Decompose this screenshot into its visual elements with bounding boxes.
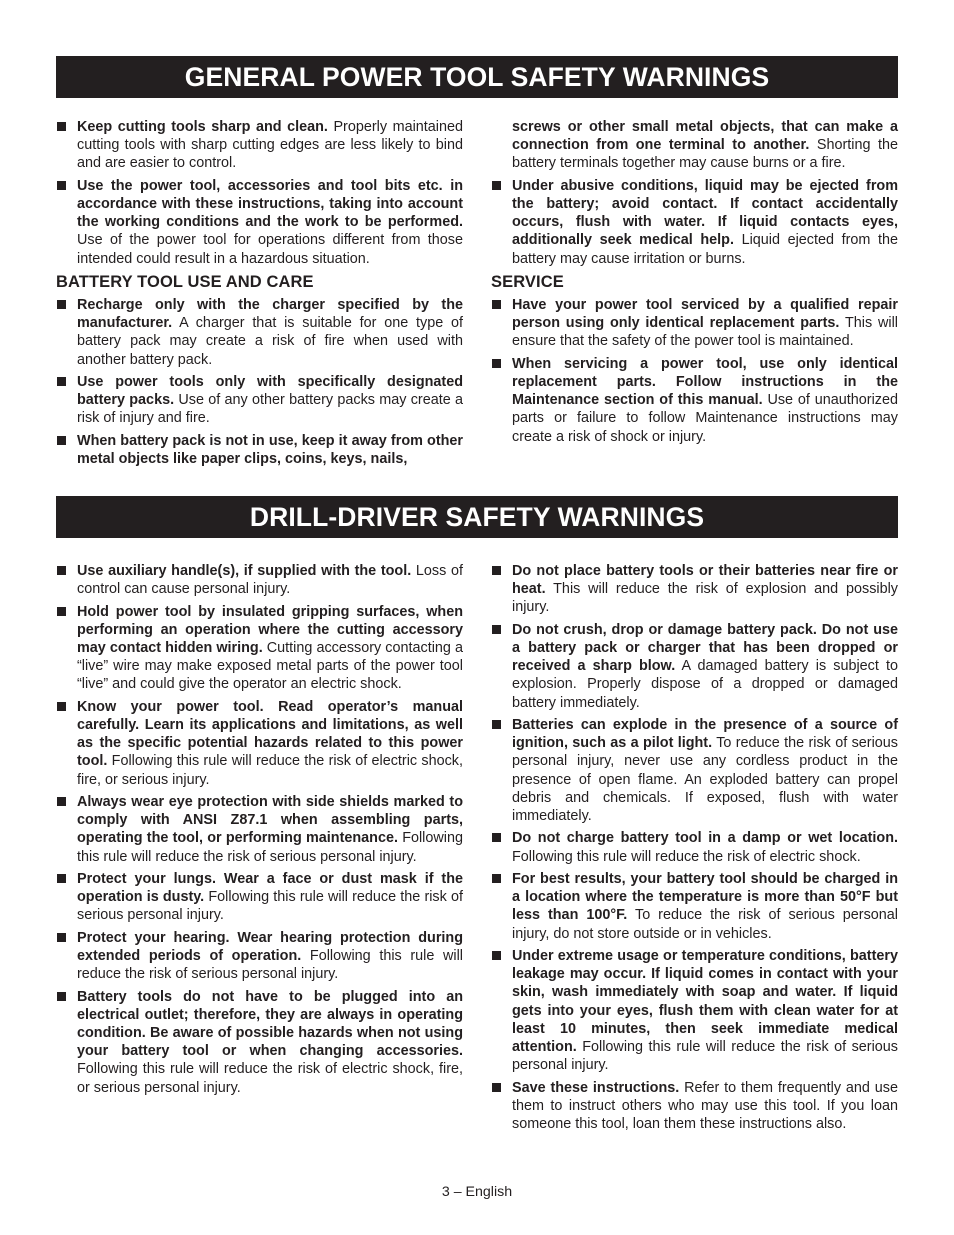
list-item: Use power tools only with specifically designated battery packs. Use of any other battery packs may create a risk of injury and fire. xyxy=(56,373,463,428)
list-item: Battery tools do not have to be plugged into an electrical outlet; therefore, they are always in operating condition. Be aware of possible hazards when not using your battery tool or when changing accessories. Following this rule will reduce the risk of electric shock, fire, or serious personal injury. xyxy=(56,988,463,1097)
square-bullet-icon xyxy=(57,122,66,131)
square-bullet-icon xyxy=(57,181,66,190)
square-bullet-icon xyxy=(492,833,501,842)
section-title-drill-driver-safety: DRILL-DRIVER SAFETY WARNINGS xyxy=(56,496,898,538)
square-bullet-icon xyxy=(492,181,501,190)
square-bullet-icon xyxy=(492,1083,501,1092)
square-bullet-icon xyxy=(57,300,66,309)
battery-tool-list xyxy=(56,296,463,468)
square-bullet-icon xyxy=(57,566,66,575)
list-item: Do not charge battery tool in a damp or wet location. Following this rule will reduce the risk of electric shock. xyxy=(491,829,898,865)
square-bullet-icon xyxy=(57,933,66,942)
list-item: When servicing a power tool, use only identical replacement parts. Follow instructions in the Maintenance section of this manual. Use of unauthorized parts or failure to follow Maintenance instructions may create a risk of shock or injury. xyxy=(491,355,898,446)
list-item: Save these instructions. Refer to them frequently and use them to instruct others who may use this tool. If you loan someone this tool, loan them these instructions also. xyxy=(491,1079,898,1134)
square-bullet-icon xyxy=(492,951,501,960)
square-bullet-icon xyxy=(492,625,501,634)
continued-list xyxy=(491,118,898,268)
square-bullet-icon xyxy=(57,702,66,711)
list-item: When battery pack is not in use, keep it away from other metal objects like paper clips, coins, keys, nails, xyxy=(56,432,463,468)
list-item: Always wear eye protection with side shields marked to comply with ANSI Z87.1 when assembling parts, operating the tool, or performing maintenance. Following this rule will reduce the risk of serious personal injury. xyxy=(56,793,463,866)
list-item: Do not crush, drop or damage battery pack. Do not use a battery pack or charger that has been dropped or received a sharp blow. A damaged battery is subject to explosion. Properly dispose of a dropped or damaged battery immediately. xyxy=(491,621,898,712)
list-item: Protect your lungs. Wear a face or dust mask if the operation is dusty. Following this rule will reduce the risk of serious personal injury. xyxy=(56,870,463,925)
square-bullet-icon xyxy=(57,992,66,1001)
general-safety-right-column xyxy=(491,118,898,450)
drill-driver-left-column xyxy=(56,562,463,1101)
list-item: For best results, your battery tool should be charged in a location where the temperature is more than 50°F but less than 100°F. To reduce the risk of serious personal injury, do not store outside or in vehicles. xyxy=(491,870,898,943)
list-item: Use the power tool, accessories and tool bits etc. in accordance with these instructions, taking into account the working conditions and the work to be performed. Use of the power tool for operations different from those intended could result in a hazardous situation. xyxy=(56,177,463,268)
square-bullet-icon xyxy=(492,359,501,368)
drill-driver-right-column xyxy=(491,562,898,1137)
drill-driver-list-right xyxy=(491,562,898,1133)
square-bullet-icon xyxy=(57,436,66,445)
section-title-general-safety: GENERAL POWER TOOL SAFETY WARNINGS xyxy=(56,56,898,98)
square-bullet-icon xyxy=(492,720,501,729)
general-safety-list xyxy=(56,118,463,268)
list-item: Do not place battery tools or their batteries near fire or heat. This will reduce the risk of explosion and possibly injury. xyxy=(491,562,898,617)
list-item: Protect your hearing. Wear hearing protection during extended periods of operation. Following this rule will reduce the risk of serious personal injury. xyxy=(56,929,463,984)
square-bullet-icon xyxy=(57,797,66,806)
square-bullet-icon xyxy=(57,874,66,883)
square-bullet-icon xyxy=(492,300,501,309)
list-item: Under abusive conditions, liquid may be ejected from the battery; avoid contact. If contact accidentally occurs, flush with water. If liquid contacts eyes, additionally seek medical help. Liquid ejected from the battery may cause irritation or burns. xyxy=(491,177,898,268)
list-item: Keep cutting tools sharp and clean. Properly maintained cutting tools with sharp cutting edges are less likely to bind and are easier to control. xyxy=(56,118,463,173)
page-number: 3 – English xyxy=(441,1184,513,1200)
drill-driver-list-left xyxy=(56,562,463,1097)
list-item: Know your power tool. Read operator’s manual carefully. Learn its applications and limitations, as well as the specific potential hazards related to this power tool. Following this rule will reduce the risk of electric shock, fire, or serious injury. xyxy=(56,698,463,789)
subheading-battery-tool-use: BATTERY TOOL USE AND CARE xyxy=(56,273,314,291)
square-bullet-icon xyxy=(492,874,501,883)
list-item: Under extreme usage or temperature conditions, battery leakage may occur. If liquid comes in contact with your skin, wash immediately with soap and water. If liquid gets into your eyes, flush them with clean water for at least 10 minutes, then seek immediate medical attention. Following this rule will reduce the risk of serious personal injury. xyxy=(491,947,898,1074)
list-item: Use auxiliary handle(s), if supplied with the tool. Loss of control can cause personal injury. xyxy=(56,562,463,598)
list-item: Batteries can explode in the presence of a source of ignition, such as a pilot light. To reduce the risk of serious personal injury, never use any cordless product in the presence of open flame. An exploded battery can propel debris and chemicals. If exposed, flush with water immediately. xyxy=(491,716,898,825)
subheading-service: SERVICE xyxy=(491,273,564,291)
list-item-continuation: screws or other small metal objects, that can make a connection from one terminal to another. Shorting the battery terminals together may cause burns or a fire. xyxy=(512,119,898,172)
general-safety-left-column xyxy=(56,118,463,472)
list-item: Hold power tool by insulated gripping surfaces, when performing an operation where the cutting accessory may contact hidden wiring. Cutting accessory contacting a “live” wire may make exposed metal parts of the power tool “live” and could give the operator an electric shock. xyxy=(56,603,463,694)
list-item: Recharge only with the charger specified by the manufacturer. A charger that is suitable for one type of battery pack may create a risk of fire when used with another battery pack. xyxy=(56,296,463,369)
square-bullet-icon xyxy=(57,377,66,386)
service-list xyxy=(491,296,898,446)
list-item: Have your power tool serviced by a qualified repair person using only identical replacement parts. This will ensure that the safety of the power tool is maintained. xyxy=(491,296,898,351)
square-bullet-icon xyxy=(492,566,501,575)
square-bullet-icon xyxy=(57,607,66,616)
